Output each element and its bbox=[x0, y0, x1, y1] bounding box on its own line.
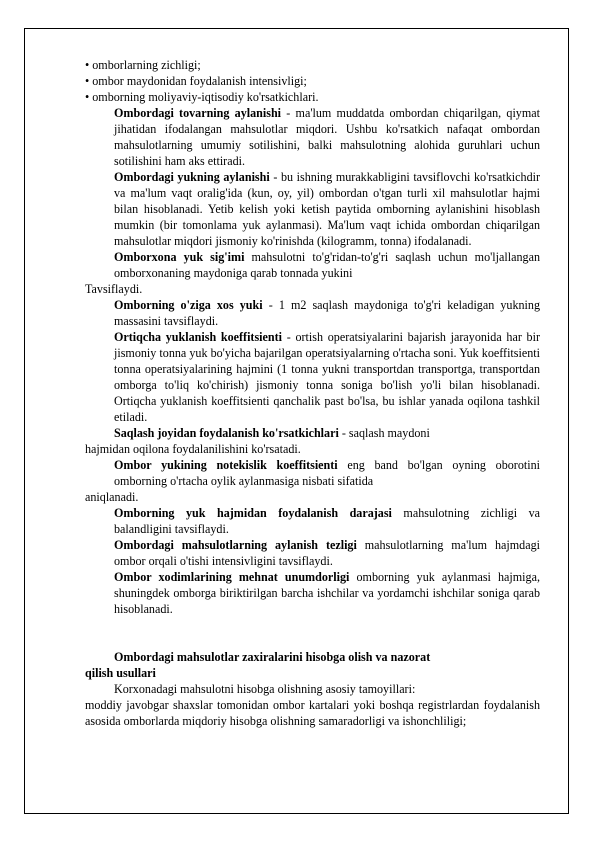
paragraph-tail: aniqlanadi. bbox=[85, 490, 139, 504]
definition: eng band bo'lgan oyning oborotini omborning o'rtacha oylik aylanmasiga nisbati sifatida bbox=[114, 458, 540, 488]
paragraph-mehnat-unumdorligi bbox=[85, 569, 540, 617]
definition: - ma'lum muddatda ombordan chiqarilgan, qiymat jihatidan ifodalangan mahsulotlar miqdori. Ushbu ko'rsatkich nafaqat ombordan mahsulotlarning umumiy sotilishini, balki mahsulotning alohida guruhlari uchun sotilishini ham aks ettiradi. bbox=[114, 106, 540, 168]
term: Omborning yuk hajmidan foydalanish darajasi bbox=[114, 506, 392, 520]
spacer bbox=[85, 617, 540, 649]
section-heading-line: Ombordagi mahsulotlar zaxiralarini hisobga olish va nazorat bbox=[114, 650, 431, 664]
paragraph-tail: hajmidan oqilona foydalanilishini ko'rsatadi. bbox=[85, 442, 301, 456]
term: Ombordagi mahsulotlarning aylanish tezligi bbox=[114, 538, 357, 552]
document-body bbox=[85, 57, 540, 729]
term: Ortiqcha yuklanish koeffitsienti bbox=[114, 330, 283, 344]
paragraph-oziga-xos-yuk bbox=[85, 297, 540, 329]
term: Ombordagi yukning aylanishi bbox=[114, 170, 270, 184]
paragraph-ortiqcha-yuklanish bbox=[85, 329, 540, 425]
section-heading-line: qilish usullari bbox=[85, 666, 156, 680]
term: Ombor xodimlarining mehnat unumdorligi bbox=[114, 570, 350, 584]
section-heading-continued bbox=[85, 665, 540, 681]
definition: - bu ishning murakkabligini tavsiflovchi ko'rsatkichdir va ma'lum vaqt oralig'ida (kun, oy, yil) ombordan o'tgan turli xil mahsulotlar hajmi bilan hisoblanadi. Yetib kelish yoki ketish paytida omborning aylanishini hisoblash mumkin (bir tomonlama yuk aylanmasi). Ma'lum vaqt ichida ombordan chiqarilgan mahsulotlar miqdori jismoniy ko'rinishda (kilogramm, tonna) ifodalanadi. bbox=[114, 170, 540, 248]
bullet-item: • ombor maydonidan foydalanish intensivligi; bbox=[85, 74, 307, 88]
section-intro: Korxonadagi mahsulotni hisobga olishning asosiy tamoyillari: bbox=[114, 682, 416, 696]
paragraph-aylanish-tezligi bbox=[85, 537, 540, 569]
bullet-item: • omborning moliyaviy-iqtisodiy ko'rsatkichlari. bbox=[85, 90, 319, 104]
paragraph-yuk-hajmi bbox=[85, 505, 540, 537]
definition: mahsulotni to'g'ridan-to'g'ri saqlash uchun mo'ljallangan omborxonaning maydoniga qarab tonnada yukini bbox=[114, 250, 540, 280]
definition: omborning yuk aylanmasi hajmiga, shuningdek omborga biriktirilgan barcha ishchilar va yordamchi ishchilar soniga qarab hisoblanadi. bbox=[114, 570, 540, 616]
definition: mahsulotning zichligi va balandligini tavsiflaydi. bbox=[114, 506, 540, 536]
definition: - saqlash maydoni bbox=[338, 426, 430, 440]
definition: - ortish operatsiyalarini bajarish jarayonida har bir jismoniy tonna yuk bo'yicha bajarilgan operatsiyalarning o'rtacha soni. Yuk koeffitsienti tonna operatsiyalarining hajmini (1 tonna yukni transportdan transportga, transportdan omborga to'liq ko'chirish) jismoniy tonna soniga bo'lish yo'li bilan hisoblanadi. Ortiqcha yuklanish koeffitsienti qanchalik past bo'lsa, bu ishlar yanada oqilona tashkil etiladi. bbox=[114, 330, 540, 424]
paragraph-tovar-aylanishi bbox=[85, 105, 540, 169]
section-body: moddiy javobgar shaxslar tomonidan ombor kartalari yoki boshqa registrlardan foydalanish asosida omborlarda miqdoriy hisobga olishning samaradorligi va ishonchliligi; bbox=[85, 698, 540, 728]
term: Ombordagi tovarning aylanishi bbox=[114, 106, 282, 120]
bullet-item: • omborlarning zichligi; bbox=[85, 58, 201, 72]
definition: - 1 m2 saqlash maydoniga to'g'ri keladigan yukning massasini tavsiflaydi. bbox=[114, 298, 540, 328]
term: Saqlash joyidan foydalanish ko'rsatkichlari bbox=[114, 426, 339, 440]
paragraph-yuk-sigimi bbox=[85, 249, 540, 281]
paragraph-saqlash-joyi bbox=[85, 425, 540, 441]
term: Omborning o'ziga xos yuki bbox=[114, 298, 263, 312]
paragraph-tail: Tavsiflaydi. bbox=[85, 282, 143, 296]
paragraph-yuk-aylanishi bbox=[85, 169, 540, 249]
term: Ombor yukining notekislik koeffitsienti bbox=[114, 458, 338, 472]
term: Omborxona yuk sig'imi bbox=[114, 250, 245, 264]
paragraph-notekislik bbox=[85, 457, 540, 489]
section-heading bbox=[85, 649, 540, 665]
definition: mahsulotlarning ma'lum hajmdagi ombor orqali o'tishi intensivligini tavsiflaydi. bbox=[114, 538, 540, 568]
